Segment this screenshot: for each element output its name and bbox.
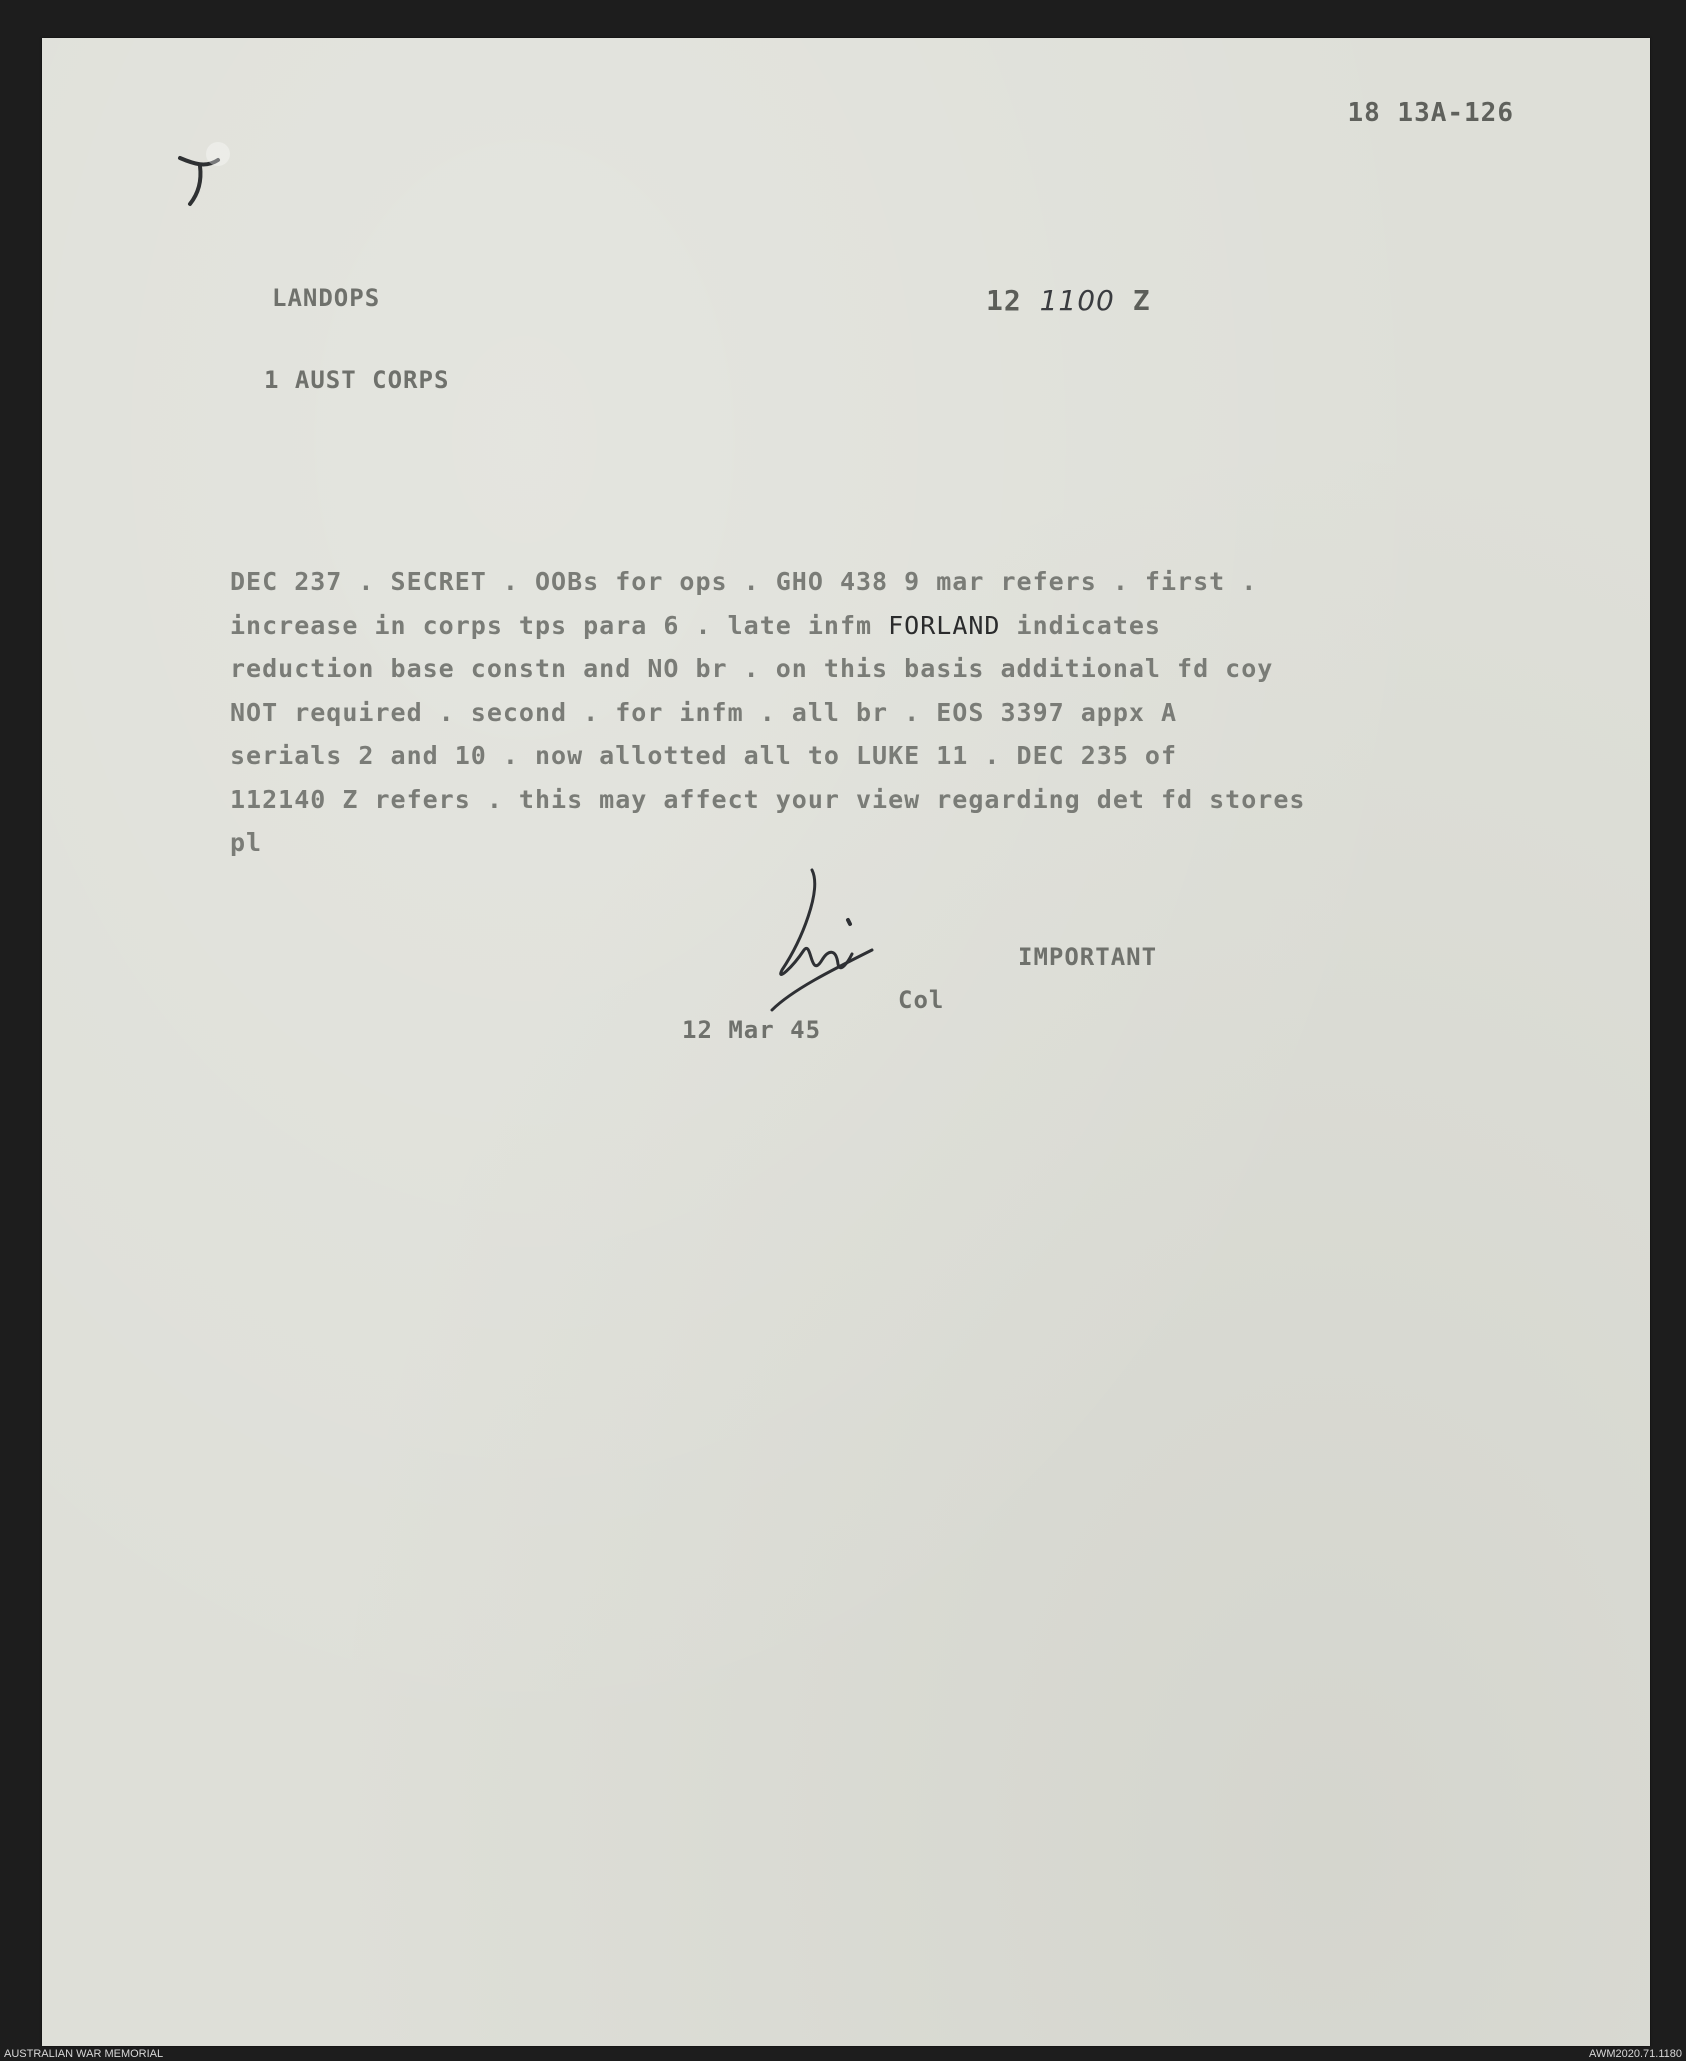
codeword-forland: FORLAND — [888, 610, 1001, 640]
body-line: DEC 237 . SECRET . OOBs for ops . GHO 438 9 mar refers . first . — [230, 567, 1258, 596]
dtg-time-handwritten: 1100 — [1039, 284, 1115, 317]
body-line: pl — [230, 828, 263, 857]
from-addressee: LANDOPS — [272, 284, 381, 312]
signature-icon — [752, 850, 912, 1020]
document-date: 12 Mar 45 — [682, 1016, 822, 1044]
dtg-day: 12 — [986, 284, 1022, 317]
archive-credit: AUSTRALIAN WAR MEMORIAL — [4, 2048, 164, 2060]
signatory-rank: Col — [898, 986, 945, 1014]
document-reference: 18 13A-126 — [1347, 98, 1514, 128]
body-line: NOT required . second . for infm . all br . EOS 3397 appx A — [230, 697, 1178, 727]
body-line: 112140 Z refers . this may affect your view regarding det fd stores — [230, 784, 1306, 814]
dtg-zone: Z — [1132, 284, 1151, 317]
body-line: reduction base constn and NO br . on this basis additional fd coy — [230, 654, 1274, 683]
body-line: increase in corps tps para 6 . late infm FORLAND indicates — [230, 610, 1161, 640]
paper-sheet — [42, 38, 1650, 2046]
body-line: serials 2 and 10 . now allotted all to LUKE 11 . DEC 235 of — [230, 741, 1178, 770]
date-time-group — [986, 284, 1151, 317]
to-addressee: 1 AUST CORPS — [264, 366, 450, 394]
ink-mark-icon — [160, 124, 250, 214]
message-body — [230, 560, 1610, 865]
archive-accession-number: AWM2020.71.1180 — [1589, 2048, 1682, 2060]
precedence-label: IMPORTANT — [1018, 943, 1158, 971]
